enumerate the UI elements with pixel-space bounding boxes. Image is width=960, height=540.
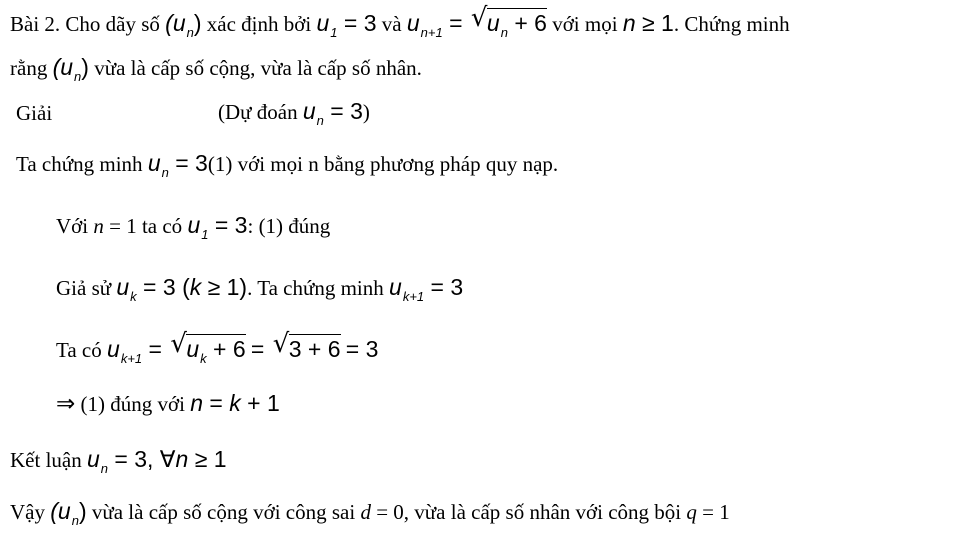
therefore-text: Vậy: [10, 500, 51, 524]
sequence-open: (u: [50, 498, 71, 524]
proof-statement: [16, 150, 558, 180]
problem-statement-line-2: [10, 54, 422, 84]
uk-value: = 3 (: [136, 274, 190, 300]
implies-arrow-icon: ⇒: [56, 390, 76, 416]
radicand-rest: + 6: [507, 10, 547, 36]
u1-subscript: 1: [330, 25, 338, 40]
arithmetic-text: vừa là cấp số cộng với công sai: [91, 500, 361, 524]
equals-2: =: [250, 336, 271, 362]
problem-statement-line-1: [10, 3, 790, 40]
induction-hypothesis: [56, 274, 463, 304]
induction-conclusion: [56, 390, 280, 417]
n-italic: n: [93, 214, 104, 238]
n-ge-1: ≥ 1: [188, 446, 227, 472]
radicand-uk-subscript: k: [200, 351, 207, 366]
true-text: : (1) đúng: [247, 214, 331, 238]
un-subscript: n: [316, 113, 324, 128]
induction-step: [56, 329, 379, 366]
uk1-subscript: k+1: [402, 289, 425, 304]
radicand-subscript: n: [500, 25, 508, 40]
uk1-value: = 3: [424, 274, 464, 300]
k-plus-1: + 1: [240, 390, 280, 416]
with-text: Với: [56, 214, 94, 238]
problem-intro: Bài 2. Cho dãy số: [10, 12, 166, 36]
n-symbol: n: [190, 390, 204, 416]
un-value: = 3: [168, 150, 208, 176]
un-symbol: u: [147, 150, 161, 176]
q-value: = 1: [696, 500, 730, 524]
u1-symbol: u: [316, 10, 330, 36]
sequence-open: (u: [52, 54, 74, 80]
un-symbol: u: [86, 446, 100, 472]
result-3: = 3: [345, 336, 379, 362]
recurrence-lhs-subscript: n+1: [420, 25, 443, 40]
un-value-forall: = 3, ∀: [108, 446, 176, 472]
uk1-subscript: k+1: [120, 351, 143, 366]
base-case: [56, 212, 330, 242]
square-root: √ $u_n + 6$: [470, 3, 547, 40]
n-eq-1-text: = 1 ta có: [103, 214, 188, 238]
prediction-close: ): [362, 100, 370, 124]
we-prove-text: . Ta chứng minh: [247, 276, 390, 300]
induction-text: (1) với mọi n bằng phương pháp quy nạp.: [207, 152, 559, 176]
we-have-text: Ta có: [56, 338, 108, 362]
prediction-open: (Dự đoán: [218, 100, 303, 124]
n-equals: =: [203, 390, 230, 416]
we-prove-text: Ta chứng minh: [16, 152, 148, 176]
k-ge-1: ≥ 1): [201, 274, 248, 300]
geometric-text: = 0, vừa là cấp số nhân với công bội: [370, 500, 687, 524]
assume-text: Giả sử: [56, 276, 117, 300]
conclusion: [10, 446, 227, 476]
square-root-1: √ $u_k + 6$: [170, 329, 246, 366]
un-subscript: n: [161, 165, 169, 180]
recurrence-lhs: u: [406, 10, 420, 36]
u1-subscript: 1: [201, 227, 209, 242]
holds-for-text: (1) đúng với: [75, 392, 191, 416]
uk-subscript: k: [130, 289, 137, 304]
solution-label: Giải: [16, 101, 53, 125]
sequence-open: (u: [165, 10, 186, 36]
conclusion-label: Kết luận: [10, 448, 87, 472]
n-ge-1: ≥ 1: [635, 10, 674, 36]
sequence-subscript: n: [186, 25, 194, 40]
claim-text: vừa là cấp số cộng, vừa là cấp số nhân.: [94, 56, 422, 80]
prediction-note: [218, 98, 370, 128]
and-text: và: [381, 12, 407, 36]
square-root-2: √ 3 + 6: [272, 329, 341, 362]
uk1-symbol: u: [389, 274, 402, 300]
u1-value: = 3: [337, 10, 377, 36]
k-symbol: k: [229, 390, 241, 416]
recurrence-equals: =: [442, 10, 469, 36]
sequence-subscript: n: [74, 69, 82, 84]
radicand-u: u: [486, 10, 500, 36]
n-symbol: n: [622, 10, 636, 36]
sequence-close: ): [78, 498, 87, 524]
for-all-text: với mọi: [552, 12, 623, 36]
n-symbol: n: [175, 446, 189, 472]
equals-1: =: [142, 336, 169, 362]
d-symbol: d: [360, 500, 371, 524]
un-subscript: n: [100, 461, 109, 476]
q-symbol: q: [686, 500, 697, 524]
k-symbol: k: [189, 274, 202, 300]
radicand-3-plus-6: 3 + 6: [288, 336, 341, 362]
un-value: = 3: [323, 98, 363, 124]
uk-symbol: u: [116, 274, 130, 300]
final-statement: [10, 498, 730, 528]
sequence-close: ): [193, 10, 202, 36]
uk1-symbol: u: [107, 336, 120, 362]
u1-symbol: u: [187, 212, 201, 238]
un-symbol: u: [302, 98, 316, 124]
that-text: rằng: [10, 56, 53, 80]
prove-text: . Chứng minh: [673, 12, 790, 36]
radicand-plus-6: + 6: [206, 336, 246, 362]
solution-heading: [16, 100, 52, 126]
radicand-uk: u: [186, 336, 200, 362]
sequence-close: ): [81, 54, 89, 80]
sequence-subscript: n: [71, 513, 79, 528]
u1-value: = 3: [208, 212, 248, 238]
defined-by-text: xác định bởi: [206, 12, 317, 36]
